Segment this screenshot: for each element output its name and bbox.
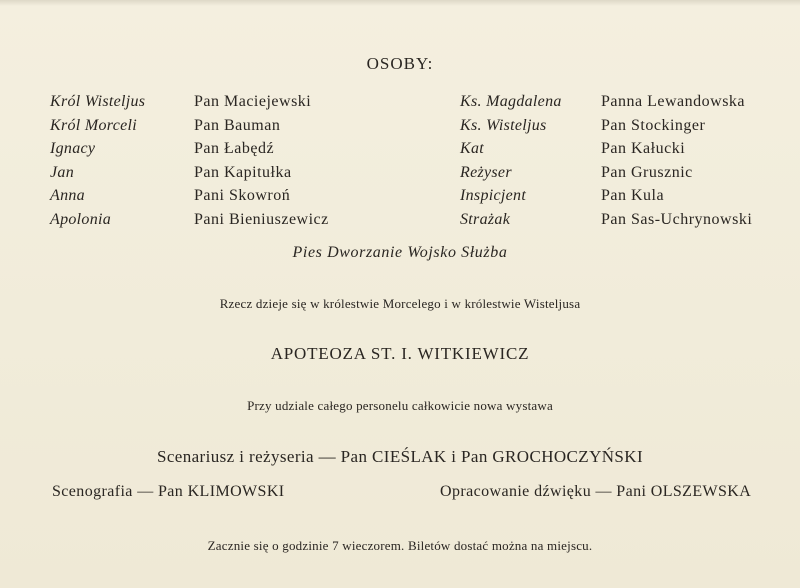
role-name: Kat <box>460 140 485 158</box>
participation-line: Przy udziale całego personelu całkowicie nowa wystawa <box>247 398 553 413</box>
cast-left-roles <box>50 90 145 232</box>
actor-name: Pan Grusznic <box>601 163 693 181</box>
role-name: Ignacy <box>50 140 96 158</box>
actor-name: Pan Sas-Uchrynowski <box>601 210 753 228</box>
role-name: Inspicjent <box>460 187 527 205</box>
role-name: Apolonia <box>50 210 112 228</box>
setting-line: Rzecz dzieje się w królestwie Morcelego i w królestwie Wisteljusa <box>219 296 581 311</box>
paper-fold-shadow <box>0 0 800 6</box>
actor-name: Pan Kałucki <box>601 140 686 158</box>
cast-left-actors <box>194 90 329 232</box>
extras-line: Pies Dworzanie Wojsko Służba <box>292 244 508 261</box>
actor-name: Pan Łabędź <box>194 140 275 158</box>
role-name: Reżyser <box>460 163 512 181</box>
cast-right-roles <box>460 90 562 232</box>
actor-name: Pani Bieniuszewicz <box>194 210 329 228</box>
role-name: Anna <box>50 187 85 205</box>
role-name: Król Morceli <box>50 116 137 134</box>
actor-name: Panna Lewandowska <box>601 93 746 110</box>
actor-name: Pan Bauman <box>194 116 281 134</box>
scenography-credit: Scenografia — Pan KLIMOWSKI <box>52 483 285 500</box>
cast-heading: OSOBY: <box>366 54 434 73</box>
role-name: Strażak <box>460 210 511 228</box>
actor-name: Pan Kula <box>601 187 665 205</box>
role-name: Jan <box>50 163 75 181</box>
actor-name: Pan Maciejewski <box>194 93 312 110</box>
role-name: Król Wisteljus <box>50 93 146 110</box>
cast-right-actors <box>601 90 752 232</box>
role-name: Ks. Wisteljus <box>460 116 547 134</box>
actor-name: Pani Skowroń <box>194 187 291 205</box>
start-time-note: Zacznie się o godzinie 7 wieczorem. Biletów dostać można na miejscu. <box>207 538 593 553</box>
sound-credit: Opracowanie dźwięku — Pani OLSZEWSKA <box>440 483 752 500</box>
actor-name: Pan Kapitułka <box>194 163 292 181</box>
actor-name: Pan Stockinger <box>601 116 706 134</box>
apotheosis-line: APOTEOZA ST. I. WITKIEWICZ <box>270 344 530 363</box>
script-direction-credit: Scenariusz i reżyseria — Pan CIEŚLAK i Pan GROCHOCZYŃSKI <box>156 447 644 466</box>
role-name: Ks. Magdalena <box>460 93 562 110</box>
